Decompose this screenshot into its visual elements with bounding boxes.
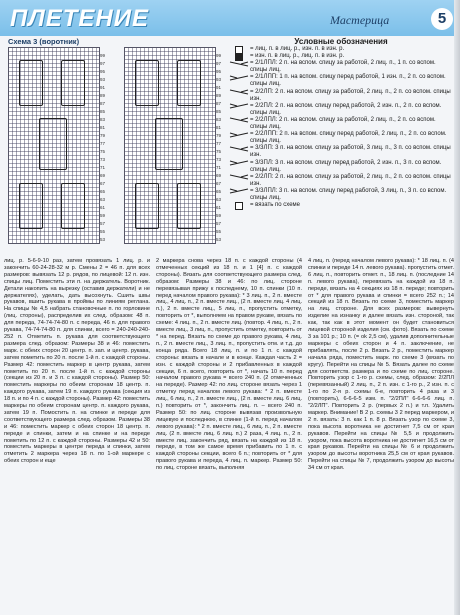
legend-item-text: = 3/3ПЛ: 3 п. на вспом. спицу перед работой, 2 изн. п., 3 п. со вспом. спицы лиц. bbox=[250, 159, 442, 173]
cable-motif bbox=[19, 60, 43, 106]
legend-item-text: = лиц. п. в лиц. р., изн. п. в изн. р. bbox=[250, 46, 345, 52]
legend-item-text: = 3/3ЛПЛ: 3 п. на вспом. спицу перед работой, 3 лиц. п., 3 п. со вспом. спицы лиц. bbox=[250, 187, 447, 201]
legend-item-text: = 2/2ЛП: 2 п. на вспом. спицу за работой, 2 лиц. п., 2 п. со вспом. спицы изн. bbox=[250, 88, 451, 102]
knitting-chart bbox=[6, 37, 222, 252]
row-numbers-left: 99 97 95 93 91 89 87 85 83 81 79 77 75 73 71 69 67 65 63 61 59 57 55 53 bbox=[100, 53, 106, 242]
legend-symbol-icon bbox=[228, 160, 250, 167]
legend-symbol-icon bbox=[228, 103, 250, 110]
cable-motif bbox=[135, 183, 159, 229]
cable-motif bbox=[177, 60, 201, 106]
legend-symbol-icon bbox=[228, 74, 250, 81]
magazine-brand: Мастерица bbox=[330, 13, 390, 27]
cable-motif bbox=[61, 183, 85, 229]
legend-item-text: = вязать по схеме bbox=[250, 202, 301, 209]
legend-item-text: = 2/2ЛПЛ: 2 п. на вспом. спицу за работой, 2 лиц. п., 2 п. со вспом. спицы лиц. bbox=[250, 116, 436, 131]
legend-item-text: = 3/3ЛП: 3 п. на вспом. спицу за работой, 3 лиц. п., 3 п. со вспом. спицы изн. bbox=[250, 145, 451, 159]
legend bbox=[228, 37, 454, 259]
legend-item-text: = изн. п. в лиц. р., лиц. п. в изн. р. bbox=[250, 53, 345, 60]
scheme-title: Схема 3 (воротник) bbox=[8, 37, 80, 46]
legend-item bbox=[228, 117, 454, 131]
chart-grid-right bbox=[124, 47, 216, 244]
legend-item bbox=[228, 174, 454, 188]
legend-symbol-icon bbox=[228, 60, 250, 67]
legend-item bbox=[228, 60, 454, 74]
legend-symbol-icon bbox=[228, 89, 250, 96]
legend-item bbox=[228, 131, 454, 145]
cable-motif bbox=[155, 118, 183, 170]
legend-symbol-icon bbox=[228, 131, 250, 138]
legend-title: Условные обозначения bbox=[294, 37, 388, 46]
cable-motif bbox=[61, 60, 85, 106]
legend-item-text: = 2/1ЛПП: 1 п. на вспом. спицу перед работой, 1 изн. п., 2 п. со вспом. спицы лиц. bbox=[250, 74, 446, 88]
text-column-3: 4 лиц. п. (перед началом левого рукава): * 18 лиц. п. (4 спинки и переде 14 п. левого рукава). пропустить отмет. 6 лиц. п., повторить отмет. п., 18 лиц. п. (последние 14 п. левого рукава), перевязать на каждой из 18 п. переде, вязать на 4 секциях из 18 п. переде; повторить от * для правого рукава и спинки = всего 252 п.; 14 секций из 18 п. Вязать по схеме 3, поместить маркер на лиц. стороне. Для всех размеров: вывернуть изделие на изнанку и далее вязать изн. стороной, так как, так как в этот момент он будет становиться лицевой стороной изделия (см. фото). Вязать по схеме 3 за 101 р.; 10 п. (= ok 2,5 см), удалив дополнительные маркеры с обеих сторон и 4 п. заключение, не прибавлять, после 2 р. Вязать 2 р., поместить маркер начала ряда, поместить марк. по схеме 3 (вязать по кругу). Перейти на спицы № 5. Вязать далее по схеме для соответств. размера и по схеме по лиц. стороне. Повторить узор с 1-го р. схемы, след. образом: 2/2ПЛ (перевязанный) 2 лиц. п., 2 п. изн. с 1-го р., 2 изн. п. с 1-го по 2-я р. схемы 6-е, повторить 4 раза и 3 (повторить), 6-6-6-5 изм. п. "2/2ПЛ" 6-6-6-6 лиц. п. "2/2ЛП". Повторить 2 р. (первых 2 п.) и т.п. Удалить маркер. Внимание! В 2 р. схемы 3 2 перед маркером, и 2 п. вязать: 3 п. как 1 п. 8 р. Вязать узор по схеме 3, пока высота воротника не достигнет 7,5 см от края рукавов. Перейти на спицы № 5,5 и продолжить узором, пока высота воротника не достигнет 16,5 см от края рукавов. Перейти на спицы № 6 и продолжить узором до высоты воротника 25,5 см от края рукавов. Перейти на спицы № 7, продолжить узором до высоты 34 см от края. bbox=[308, 258, 454, 472]
legend-item-text: = 2/2ЛП: 2 п. на вспом. спицу за работой, 2 лиц. п., 2 п. со вспом. спицы изн. bbox=[250, 173, 451, 187]
cable-motif bbox=[177, 183, 201, 229]
legend-item bbox=[228, 202, 454, 209]
legend-item-text: = 2/1ЛПЛ: 2 п. на вспом. спицу за работой, 2 лиц. п., 1 п. со вспом. спицы лиц. bbox=[250, 60, 436, 74]
legend-item bbox=[228, 145, 454, 159]
text-column-2: 2 маркера снова через 18 п. с каждой стороны (4 отмеченных секций из 18 п. и 1 [4] п. с каждой стороны). Вязать для соответствующего размера след. образом: Размеры 38 и 46: по лиц. стороне перевязывая прижу к последнему, 10 п. спинки (10 п. перед началом правого рукава): * 3 лиц. п., 2 п. вместе лиц., 4 лиц. п., 2 п. вместе лиц., (2 п. вместе лиц. 4 лиц. п.), 2 п. вместе лиц., 5 лиц. п., пропустить отметку, повторить от *, выполняем на правом рукаве, вязать по схеме: 4 лиц. п., 2 п. вместе лиц. (повтор. 4 лиц. п., 2 п. вместе лиц., 3 лиц. п., пропустить отметку, повторить от * на перед. Вязать по схеме до правого рукава, 4 лиц. п., 2 п. вместе лиц., 3 лиц. п., пропустить отм. и т.д. до конца ряда. Всего 18 лиц. п. и по 1 п. с каждой стороны: вязать в начале и в конце. Каждая часть 2 = изн. с каждой стороны и 2 прибавленных в каждой секции, 6 п. всего, повторить от *, начать 10 п. перед началом правого рукава = всего 240 п. (2 отмеченных на переде). Размер 42: по лиц. стороне вязать через 1 отметку перед началом левого рукава: * 2 п. вместе лиц., 6 лиц. п., 2 п. вместе лиц., (2 п. вместе лиц. 6 лиц. п.) повторить от *, закончить лиц. п. – всего 240 п. Размер 50: по лиц. стороне вывязав произвольную лицевую и последнюю, в спинке (1-й п. перед началом левого рукава): * 2 п. вместе лиц., 6 лиц. п., 2 п. вместе лиц. (2 п. вместе лиц. 6 лиц. п.) 2 раза, 4 лиц. п., 2 п. вместе лиц. закончить ряд, вязать на каждой из 18 п. переде, в том же самое время прибавить по 1 п. с каждой стороны секции, всего 6 п.; повторить от * для правого рукава и переда, 4 лиц. п. маркер. Размер 50: по лиц. стороне вязать, выполняя bbox=[156, 258, 302, 472]
legend-item bbox=[228, 160, 454, 174]
legend-item bbox=[228, 89, 454, 103]
page-number: 5 bbox=[431, 8, 453, 30]
legend-symbol-icon bbox=[228, 53, 250, 60]
legend-item-text: = 2/2ПЛ: 2 п. на вспом. спицу перед работой, 2 изн. п., 2 п. со вспом. спицы лиц. bbox=[250, 102, 442, 116]
chart-grid-left bbox=[8, 47, 100, 244]
legend-list bbox=[228, 46, 454, 209]
legend-item bbox=[228, 188, 454, 202]
legend-item bbox=[228, 74, 454, 88]
legend-symbol-icon bbox=[228, 145, 250, 152]
row-numbers-right: 99 97 95 93 91 89 87 85 83 81 79 77 75 73 71 69 67 65 63 61 59 57 55 53 bbox=[216, 53, 222, 242]
cable-motif bbox=[135, 60, 159, 106]
section-title: ПЛЕТЕНИЕ bbox=[10, 5, 150, 32]
page-binding-edge bbox=[454, 0, 460, 615]
cable-motif bbox=[19, 183, 43, 229]
legend-symbol-icon bbox=[228, 174, 250, 181]
legend-item bbox=[228, 46, 454, 53]
legend-symbol-icon bbox=[228, 117, 250, 124]
legend-symbol-icon bbox=[228, 188, 250, 195]
cable-motif bbox=[39, 118, 67, 170]
legend-item-text: = 2/2ЛПП: 2 п. на вспом. спицу перед работой, 2 лиц. п., 2 п. со вспом. спицы лиц. bbox=[250, 131, 447, 145]
text-column-1: лиц. р. 5-6-9-10 раз, затем провязать 1 лиц. р. и закончить 60-24-28-32 м р. Смены 2 = 46 п. для всех размеров: вывязать 12 р. рядов, по лицевой: 12 п. изн. спицы лиц. Поместить эти п. на держатель. Воротник. Детали накопить на вырезку (оставив держатели) и не держателях), уделать, дать высохнуть. Сшить швы рукавов, вшить рукава в проймы по линиям реглана. На спицы № 4,5 набрать становочные п. по горловине (лиц. стороны), распределив их след. образом: 48 п. для переда, 74-74-74-80 п. с переда, 46 п. для правого рукава, 74-74-74-80 п. для спинки, всего = 240-240-240-252 п. Отметить п. рукава для соответствующего размера след. образом: Размеры 38 и 46: поместить марк. с обеих сторон 20 центр. п. зап. и центр. рукава, затем пометить по 20 п. после 1-й п. с каждой стороны. Размер 42: поместить маркер в центр рукава, затем пометить по 20 п. после 1-й п. с каждой стороны (секции из 20 п. и 3 п. с каждой стороны). Размер 50: поместить маркеры по обеим сторонам 18 центр. п. каждого рукава, затем 19 п. каждого рукава (секция из 18 п. и по 4 п. с каждой стороны). Размер 42: поместить маркеры по обеим сторонам центр. п. каждого рукава, затем 19 п. Помостить п. на спинке и переде для соответствующего размера след. образом. Размеры 38 и 46: поместить маркер с обеих сторон 18 центр. п. переде и спинки, затем и на спинке и на переде пометить по 12 п. с каждой стороны. Размеры 42 и 50: поместить маркеры в центре переда и спинки, затем отметить 2 маркера через 18 п. по 1-ой маркере с обеих сторон и еще bbox=[4, 258, 150, 465]
legend-item bbox=[228, 103, 454, 117]
page-header bbox=[0, 0, 460, 36]
legend-symbol-icon bbox=[228, 202, 250, 209]
